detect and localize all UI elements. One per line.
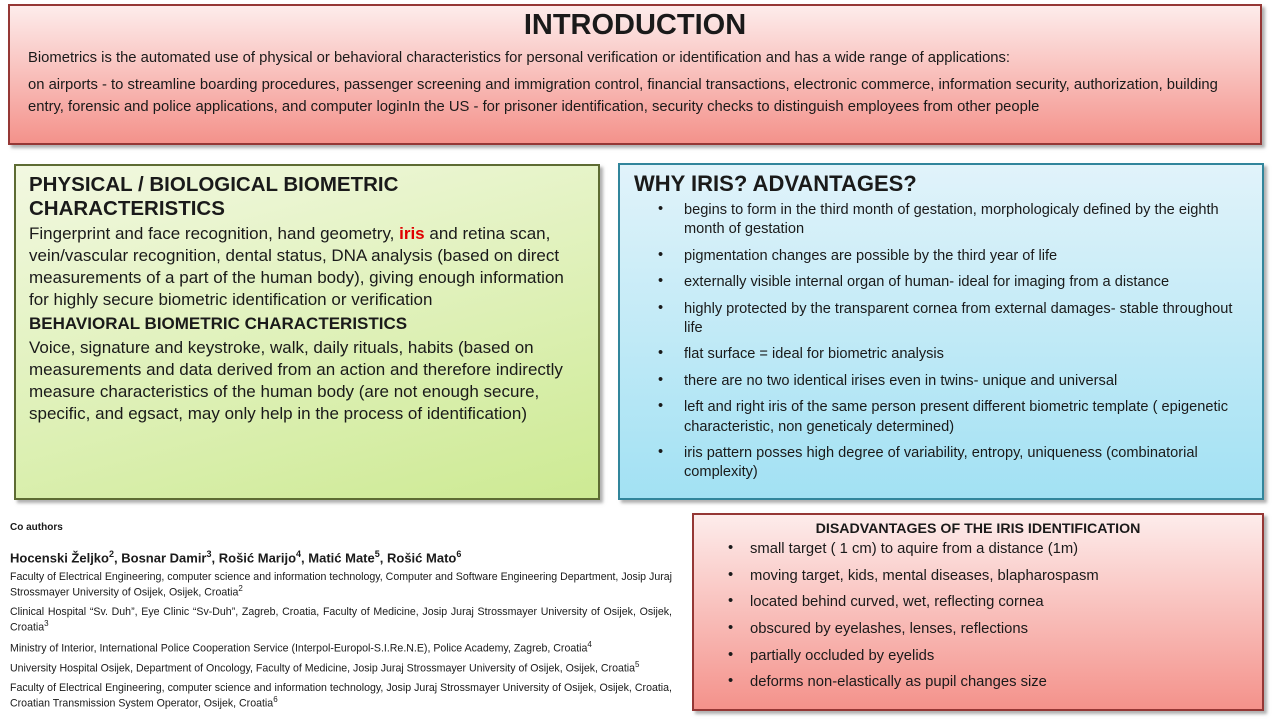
iris-disadvantages-box — [692, 513, 1264, 711]
bullet-icon: • — [658, 201, 664, 217]
bullet-icon: • — [658, 246, 664, 263]
author-superscript: 6 — [456, 549, 462, 559]
iris-disadvantages-list — [708, 540, 1248, 693]
bullet-icon: • — [658, 345, 664, 362]
iris-advantages-box — [618, 163, 1264, 500]
list-item: • left and right iris of the same person present different biometric template ( epigenetic characteristic, non geneticaly determined) — [658, 398, 1229, 435]
author-superscript: 2 — [108, 549, 114, 559]
affiliation-item: Ministry of Interior, International Police Cooperation Service (Interpol-Europol-S.I.Re.N.E), Police Academy, Zagreb, Croatia$^4$ — [10, 639, 592, 655]
affiliation-item: Faculty of Electrical Engineering, computer science and information technology, Josip Juraj Strossmayer University of Osijek, Osijek, Croatia, Croatian Transmission System Operator, Osijek, Croatia$^6$ — [10, 681, 672, 710]
bullet-icon: • — [658, 371, 664, 388]
physical-biometrics-box — [14, 164, 600, 500]
list-item: • highly protected by the transparent cornea from external damages- stable throughout life — [658, 299, 1233, 337]
author-superscript: 5 — [374, 549, 380, 559]
coauthors-label: Co authors — [10, 522, 63, 533]
introduction-paragraph-1: Biometrics is the automated use of physical or behavioral characteristics for personal verification or identification and has a wide range of applications: — [28, 49, 1011, 66]
affiliation-superscript: 5 — [635, 660, 640, 670]
list-item: • deforms non-elastically as pupil changes size — [728, 673, 1047, 691]
author-superscript: 4 — [296, 549, 302, 559]
affiliation-superscript: 4 — [587, 639, 592, 649]
affiliation-superscript: 6 — [273, 695, 278, 704]
bullet-icon: • — [728, 566, 734, 583]
behavioral-biometrics-title: BEHAVIORAL BIOMETRIC CHARACTERISTICS — [29, 314, 408, 334]
physical-body-before-iris: Fingerprint and face recognition, hand geometry, — [29, 223, 400, 243]
physical-biometrics-body — [29, 223, 585, 311]
list-item: • obscured by eyelashes, lenses, reflections — [728, 620, 1029, 638]
bullet-icon: • — [728, 673, 734, 690]
behavioral-biometrics-body: Voice, signature and keystroke, walk, daily rituals, habits (based on measurements and data derived from an action and therefore indirectly measure characteristics of the human body (are not enough secure, specific, and egsact, may only help in the process of identification) — [29, 337, 563, 423]
bullet-icon: • — [658, 444, 664, 461]
list-item: • begins to form in the third month of gestation, morphologicaly defined by the eighth month of gestation — [658, 201, 1219, 238]
list-item: • there are no two identical irises even in twins- unique and universal — [658, 371, 1118, 389]
bullet-icon: • — [658, 299, 664, 316]
physical-biometrics-title: PHYSICAL / BIOLOGICAL BIOMETRIC CHARACTERISTICS — [29, 173, 399, 220]
list-item: • located behind curved, wet, reflecting cornea — [728, 593, 1044, 611]
list-item: • iris pattern posses high degree of variability, entropy, uniqueness (combinatorial complexity) — [658, 444, 1198, 481]
coauthors-section — [10, 522, 672, 711]
affiliations-list — [10, 570, 672, 710]
iris-advantages-title: WHY IRIS? ADVANTAGES? — [634, 171, 917, 196]
list-item: • flat surface = ideal for biometric analysis — [658, 345, 944, 363]
bullet-icon: • — [728, 620, 734, 637]
bullet-icon: • — [658, 398, 664, 415]
author-superscript: 3 — [206, 549, 212, 559]
bullet-icon: • — [728, 540, 734, 556]
affiliation-item: Clinical Hospital “Sv. Duh”, Eye Clinic “Sv-Duh”, Zagreb, Croatia, Faculty of Medicine, Josip Juraj Strossmayer University of Osijek, Osijek, Croatia$^3$ — [10, 606, 672, 634]
bullet-icon: • — [728, 593, 734, 610]
affiliation-item: Faculty of Electrical Engineering, computer science and information technology, Computer and Software Engineering Department, Josip Juraj Strossmayer University of Osijek, Osijek, Croatia$^2$ — [10, 571, 672, 599]
affiliation-superscript: 3 — [44, 619, 49, 629]
physical-body-after-iris: and retina scan, vein/vascular recognition, dental status, DNA analysis (based on direct measurements of a part of the human body), giving enough information for highly secure biometric identification or verification — [29, 223, 564, 310]
bullet-icon: • — [658, 273, 664, 290]
list-item: • externally visible internal organ of human- ideal for imaging from a distance — [658, 273, 1170, 291]
affiliation-item: University Hospital Osijek, Department of Oncology, Faculty of Medicine, Josip Juraj Strossmayer University of Osijek, Osijek, Croatia$^5$ — [10, 660, 640, 675]
list-item: • moving target, kids, mental diseases, blapharospasm — [728, 566, 1099, 584]
iris-disadvantages-title: DISADVANTAGES OF THE IRIS IDENTIFICATION — [815, 521, 1141, 537]
introduction-paragraph-2: on airports - to streamline boarding procedures, passenger screening and immigration control, financial transactions, electronic commerce, information security, authorization, building entry, forensic and police applications, and computer loginIn the US - for prisoner identification, security checks to distinguish employees from other people — [28, 76, 1218, 115]
affiliation-superscript: 2 — [238, 584, 243, 594]
introduction-title: INTRODUCTION — [523, 9, 747, 41]
coauthors-names: Hocenski Željko$^2$, Bosnar Damir$^3$, Rošić Marijo$^4$, Matić Mate$^5$, Rošić Mato$^6$ — [10, 549, 462, 566]
iris-highlight-word: iris — [399, 223, 425, 243]
iris-advantages-list — [634, 201, 1248, 483]
list-item: • small target ( 1 cm) to aquire from a distance (1m) — [728, 540, 1079, 557]
list-item: • pigmentation changes are possible by the third year of life — [658, 246, 1058, 264]
list-item: • partially occluded by eyelids — [728, 646, 935, 664]
introduction-box — [8, 4, 1262, 145]
bullet-icon: • — [728, 646, 734, 663]
